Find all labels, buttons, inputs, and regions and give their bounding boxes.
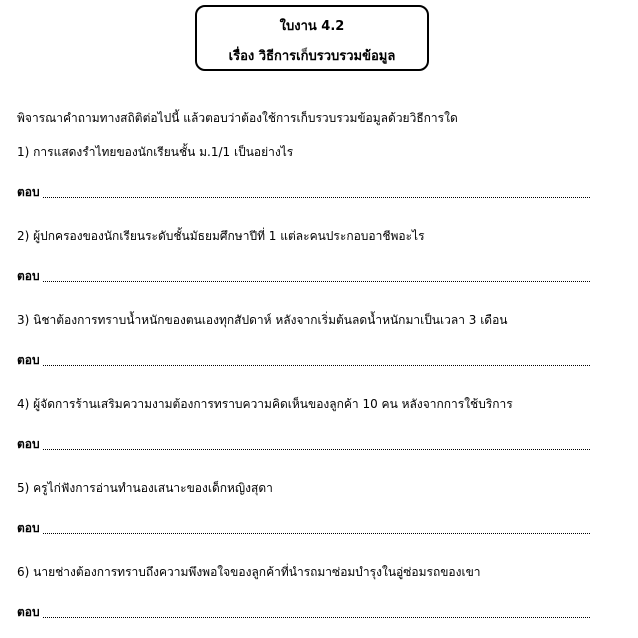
worksheet-title: ใบงาน 4.2 [279, 19, 345, 34]
answer-label: ตอบ [17, 437, 40, 451]
question-3: 3) นิชาต้องการทราบน้ำหนักของตนเองทุกสัปดาห์ หลังจากเริ่มต้นลดน้ำหนักมาเป็นเวลา 3 เดือน [17, 313, 508, 327]
answer-line [43, 365, 590, 366]
instruction-text: พิจารณาคำถามทางสถิติต่อไปนี้ แล้วตอบว่าต้องใช้การเก็บรวบรวมข้อมูลด้วยวิธีการใด [17, 111, 458, 125]
question-1: 1) การแสดงรำไทยของนักเรียนชั้น ม.1/1 เป็นอย่างไร [17, 145, 294, 159]
question-2: 2) ผู้ปกครองของนักเรียนระดับชั้นมัธยมศึกษาปีที่ 1 แต่ละคนประกอบอาชีพอะไร [17, 229, 425, 243]
answer-row-4 [17, 435, 590, 453]
question-4: 4) ผู้จัดการร้านเสริมความงามต้องการทราบความคิดเห็นของลูกค้า 10 คน หลังจากการใช้บริการ [17, 397, 513, 411]
answer-label: ตอบ [17, 185, 40, 199]
answer-label: ตอบ [17, 353, 40, 367]
answer-line [43, 197, 590, 198]
answer-line [43, 617, 590, 618]
answer-label: ตอบ [17, 521, 40, 535]
answer-line [43, 449, 590, 450]
worksheet-subtitle: เรื่อง วิธีการเก็บรวบรวมข้อมูล [228, 49, 396, 64]
answer-label: ตอบ [17, 269, 40, 283]
answer-row-3 [17, 351, 590, 369]
answer-label: ตอบ [17, 605, 40, 619]
title-box [195, 5, 429, 71]
question-5: 5) ครูไก่ฟังการอ่านทำนองเสนาะของเด็กหญิงสุดา [17, 481, 273, 495]
answer-line [43, 281, 590, 282]
answer-row-2 [17, 267, 590, 285]
answer-row-5 [17, 519, 590, 537]
question-6: 6) นายช่างต้องการทราบถึงความพึงพอใจของลูกค้าที่นำรถมาซ่อมบำรุงในอู่ซ่อมรถของเขา [17, 565, 481, 579]
answer-row-1 [17, 183, 590, 201]
answer-line [43, 533, 590, 534]
answer-row-6 [17, 603, 590, 621]
